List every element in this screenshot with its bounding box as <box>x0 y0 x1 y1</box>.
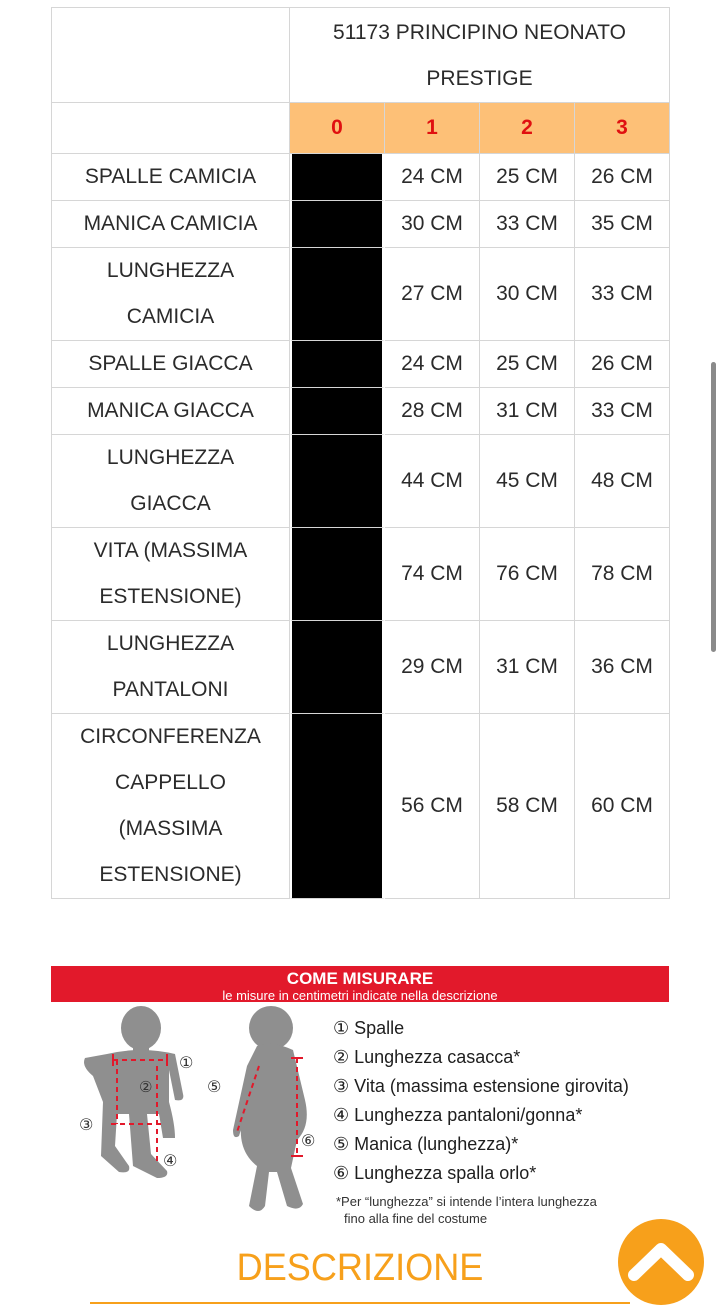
measurement-label-line: CIRCONFERENZA <box>80 725 261 748</box>
size-chart-table <box>51 7 670 899</box>
measurement-label-line: LUNGHEZZA <box>106 632 235 655</box>
measurement-label-line: GIACCA <box>130 492 211 515</box>
measurement-value: 76 CM <box>480 528 575 621</box>
chevron-up-icon <box>618 1219 704 1305</box>
marker-6: ⑥ <box>301 1133 316 1150</box>
scroll-to-top-button[interactable] <box>618 1219 704 1305</box>
measurement-label-line: LUNGHEZZA <box>106 446 235 469</box>
measurement-value: 33 CM <box>480 201 575 248</box>
measurement-label-line: CAMICIA <box>126 305 215 328</box>
measurement-value: 60 CM <box>575 714 670 899</box>
size-0-redacted-cell <box>290 248 385 341</box>
table-row <box>52 201 670 248</box>
table-row <box>52 528 670 621</box>
measurement-value: 27 CM <box>385 248 480 341</box>
measurement-label-line: MANICA CAMICIA <box>83 212 258 235</box>
measurement-label-line: PANTALONI <box>112 678 229 701</box>
measurement-value: 45 CM <box>480 435 575 528</box>
measurement-label <box>52 154 290 201</box>
measurement-label-line: CAPPELLO <box>115 771 226 794</box>
measurement-value: 25 CM <box>480 341 575 388</box>
size-label-3: 3 <box>575 103 670 154</box>
section-title-descrizione: DESCRIZIONE <box>236 1247 484 1289</box>
marker-5: ⑤ <box>207 1079 222 1096</box>
measurement-value: 44 CM <box>385 435 480 528</box>
marker-2: ② <box>139 1079 153 1096</box>
product-title-line2: PRESTIGE <box>426 67 533 90</box>
measurement-value: 24 CM <box>385 154 480 201</box>
size-0-redacted-cell <box>290 388 385 435</box>
measurement-label <box>52 388 290 435</box>
table-row <box>52 248 670 341</box>
table-row <box>52 714 670 899</box>
size-0-redacted-cell <box>290 154 385 201</box>
measurement-value: 33 CM <box>575 248 670 341</box>
section-title-underline <box>90 1302 630 1304</box>
measurement-label-line: ESTENSIONE) <box>99 585 242 608</box>
size-0-redacted-cell <box>290 528 385 621</box>
marker-4: ④ <box>163 1153 178 1170</box>
measurement-label-line: (MASSIMA <box>118 817 223 840</box>
size-0-redacted-cell <box>290 341 385 388</box>
size-label-0: 0 <box>290 103 385 154</box>
size-header-row <box>52 103 670 154</box>
measurement-label <box>52 341 290 388</box>
measurement-value: 30 CM <box>385 201 480 248</box>
marker-3: ③ <box>79 1117 94 1134</box>
measurement-label-line: ESTENSIONE) <box>99 863 242 886</box>
measure-note-line1: *Per “lunghezza” si intende l’intera lunghezza <box>336 1194 597 1209</box>
measurement-value: 26 CM <box>575 154 670 201</box>
measurement-label <box>52 201 290 248</box>
child-side-figure <box>233 1006 307 1211</box>
header-empty-cell <box>52 8 290 103</box>
size-0-redacted-cell <box>290 714 385 899</box>
how-to-measure-subtitle: le misure in centimetri indicate nella descrizione <box>222 988 498 1003</box>
page-scrollbar[interactable] <box>711 362 716 652</box>
measuring-figures <box>71 1006 331 1236</box>
measurement-label <box>52 621 290 714</box>
measure-item-jacket-length: ② Lunghezza casacca* <box>333 1047 521 1067</box>
measure-item-shoulders: ① Spalle <box>333 1018 405 1038</box>
size-0-redacted-cell <box>290 435 385 528</box>
measurement-label-line: VITA (MASSIMA <box>93 539 248 562</box>
measurement-value: 31 CM <box>480 388 575 435</box>
size-header-empty <box>52 103 290 154</box>
measurement-value: 56 CM <box>385 714 480 899</box>
how-to-measure-banner <box>51 966 669 1002</box>
measurement-value: 25 CM <box>480 154 575 201</box>
measure-item-waist: ③ Vita (massima estensione girovita) <box>333 1076 629 1096</box>
size-label-2: 2 <box>480 103 575 154</box>
product-title-line1: 51173 PRINCIPINO NEONATO <box>333 21 626 44</box>
product-title <box>290 8 670 103</box>
measurement-value: 24 CM <box>385 341 480 388</box>
measurement-value: 35 CM <box>575 201 670 248</box>
measure-list <box>333 1014 629 1188</box>
measurement-label <box>52 248 290 341</box>
measurement-label-line: MANICA GIACCA <box>87 399 254 422</box>
measurement-value: 36 CM <box>575 621 670 714</box>
measurement-label-line: SPALLE CAMICIA <box>84 165 257 188</box>
measure-note <box>336 1193 597 1227</box>
measurement-value: 31 CM <box>480 621 575 714</box>
measure-item-shoulder-hem: ⑥ Lunghezza spalla orlo* <box>333 1163 537 1183</box>
measurement-value: 78 CM <box>575 528 670 621</box>
table-row <box>52 341 670 388</box>
size-label-1: 1 <box>385 103 480 154</box>
measurement-value: 33 CM <box>575 388 670 435</box>
measurement-label <box>52 435 290 528</box>
measurement-value: 74 CM <box>385 528 480 621</box>
measurement-label <box>52 714 290 899</box>
measurement-label <box>52 528 290 621</box>
table-row <box>52 621 670 714</box>
measure-item-sleeve: ⑤ Manica (lunghezza)* <box>333 1134 519 1154</box>
measure-note-line2: fino alla fine del costume <box>344 1211 488 1226</box>
measurement-value: 26 CM <box>575 341 670 388</box>
size-0-redacted-cell <box>290 621 385 714</box>
size-0-redacted-cell <box>290 201 385 248</box>
table-row <box>52 154 670 201</box>
measurement-label-line: SPALLE GIACCA <box>88 352 253 375</box>
how-to-measure-title: COME MISURARE <box>286 969 434 988</box>
measure-item-pants-length: ④ Lunghezza pantaloni/gonna* <box>333 1105 583 1125</box>
measurement-value: 48 CM <box>575 435 670 528</box>
table-row <box>52 388 670 435</box>
measurement-value: 30 CM <box>480 248 575 341</box>
measurement-value: 29 CM <box>385 621 480 714</box>
how-to-measure-panel <box>51 966 669 1236</box>
measurement-label-line: LUNGHEZZA <box>106 259 235 282</box>
marker-1: ① <box>179 1055 194 1072</box>
measurement-value: 28 CM <box>385 388 480 435</box>
measurement-value: 58 CM <box>480 714 575 899</box>
table-row <box>52 435 670 528</box>
table-header-row <box>52 8 670 103</box>
